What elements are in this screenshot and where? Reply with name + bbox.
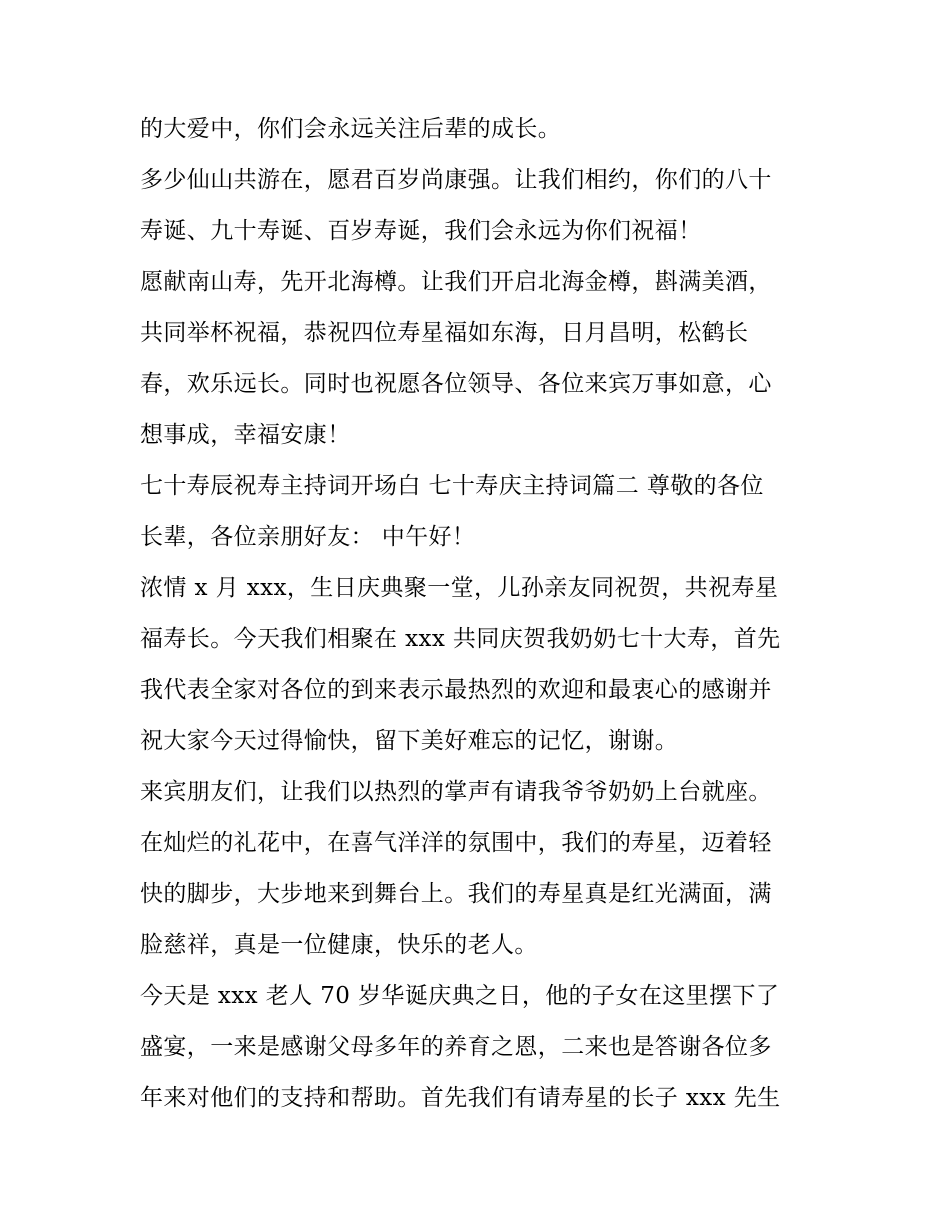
text-line: 愿献南山寿，先开北海樽。让我们开启北海金樽，斟满美酒， bbox=[140, 269, 772, 295]
text-line: 福寿长。今天我们相聚在 xxx 共同庆贺我奶奶七十大寿，首先 bbox=[140, 626, 781, 652]
text-line: 今天是 xxx 老人 70 岁华诞庆典之日，他的子女在这里摆下了 bbox=[140, 983, 780, 1009]
text-line: 脸慈祥，真是一位健康，快乐的老人。 bbox=[140, 932, 538, 958]
text-line: 想事成，幸福安康！ bbox=[140, 422, 351, 448]
body-text bbox=[140, 104, 830, 1124]
text-line: 多少仙山共游在，愿君百岁尚康强。让我们相约，你们的八十 bbox=[140, 167, 772, 193]
text-line: 的大爱中，你们会永远关注后辈的成长。 bbox=[140, 116, 562, 142]
text-line: 共同举杯祝福，恭祝四位寿星福如东海，日月昌明，松鹤长 bbox=[140, 320, 749, 346]
text-line: 长辈，各位亲朋好友： 中午好！ bbox=[140, 524, 476, 550]
text-line: 寿诞、九十寿诞、百岁寿诞，我们会永远为你们祝福！ bbox=[140, 218, 702, 244]
text-line: 来宾朋友们，让我们以热烈的掌声有请我爷爷奶奶上台就座。 bbox=[140, 779, 772, 805]
text-line: 祝大家今天过得愉快，留下美好难忘的记忆，谢谢。 bbox=[140, 728, 679, 754]
text-line: 年来对他们的支持和帮助。首先我们有请寿星的长子 xxx 先生 bbox=[140, 1085, 781, 1111]
text-line: 浓情 x 月 xxx，生日庆典聚一堂，儿孙亲友同祝贺，共祝寿星 bbox=[140, 575, 779, 601]
text-line: 我代表全家对各位的到来表示最热烈的欢迎和最衷心的感谢并 bbox=[140, 677, 772, 703]
text-line: 盛宴，一来是感谢父母多年的养育之恩，二来也是答谢各位多 bbox=[140, 1034, 772, 1060]
text-line: 七十寿辰祝寿主持词开场白 七十寿庆主持词篇二 尊敬的各位 bbox=[140, 473, 764, 499]
text-line: 快的脚步，大步地来到舞台上。我们的寿星真是红光满面，满 bbox=[140, 881, 772, 907]
text-line: 在灿烂的礼花中，在喜气洋洋的氛围中，我们的寿星，迈着轻 bbox=[140, 830, 772, 856]
text-line: 春，欢乐远长。同时也祝愿各位领导、各位来宾万事如意，心 bbox=[140, 371, 772, 397]
